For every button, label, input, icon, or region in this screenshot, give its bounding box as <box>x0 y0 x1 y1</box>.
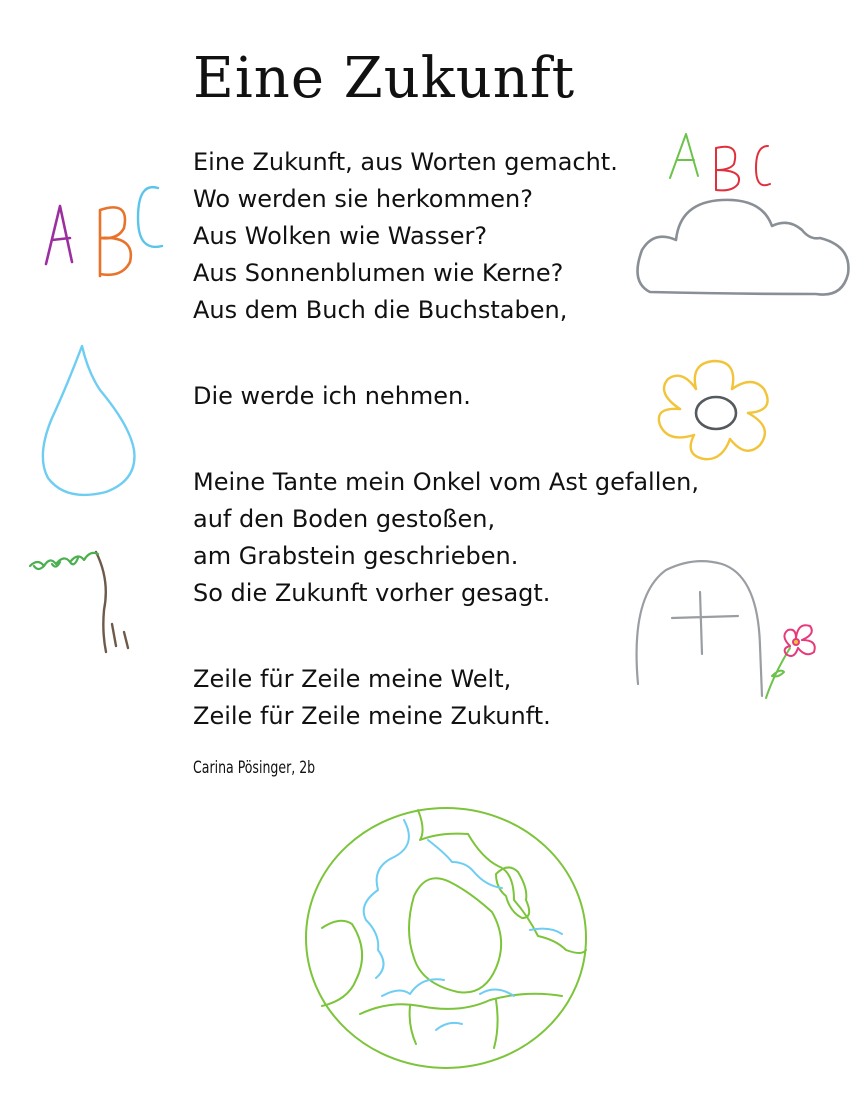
water-drop-drawing <box>36 338 146 503</box>
poem-line: Zeile für Zeile meine Zukunft. <box>193 702 551 730</box>
poem-line: am Grabstein geschrieben. <box>193 542 519 570</box>
gravestone-drawing <box>630 556 825 702</box>
sprout-drawing <box>24 540 144 660</box>
poem-line: Aus Wolken wie Wasser? <box>193 222 488 250</box>
poem-line: Eine Zukunft, aus Worten gemacht. <box>193 148 618 176</box>
cloud-drawing <box>630 190 855 310</box>
poem-line: Zeile für Zeile meine Welt, <box>193 665 512 693</box>
poem-line: Aus dem Buch die Buchstaben, <box>193 296 568 324</box>
poem-line: auf den Boden gestoßen, <box>193 505 496 533</box>
abc-left-letters <box>46 187 162 276</box>
poem-line: Meine Tante mein Onkel vom Ast gefallen, <box>193 468 699 496</box>
abc-right-drawing <box>660 124 780 194</box>
poem-line: Die werde ich nehmen. <box>193 382 471 410</box>
poem-line: Wo werden sie herkommen? <box>193 185 533 213</box>
globe-drawing <box>300 800 596 1076</box>
sunflower-drawing <box>648 355 780 465</box>
page-title: Eine Zukunft <box>193 46 576 111</box>
abc-left-drawing <box>38 178 168 288</box>
poem-line: So die Zukunft vorher gesagt. <box>193 579 551 607</box>
poem-line: Aus Sonnenblumen wie Kerne? <box>193 259 564 287</box>
author-credit: Carina Pösinger, 2b <box>193 758 316 778</box>
